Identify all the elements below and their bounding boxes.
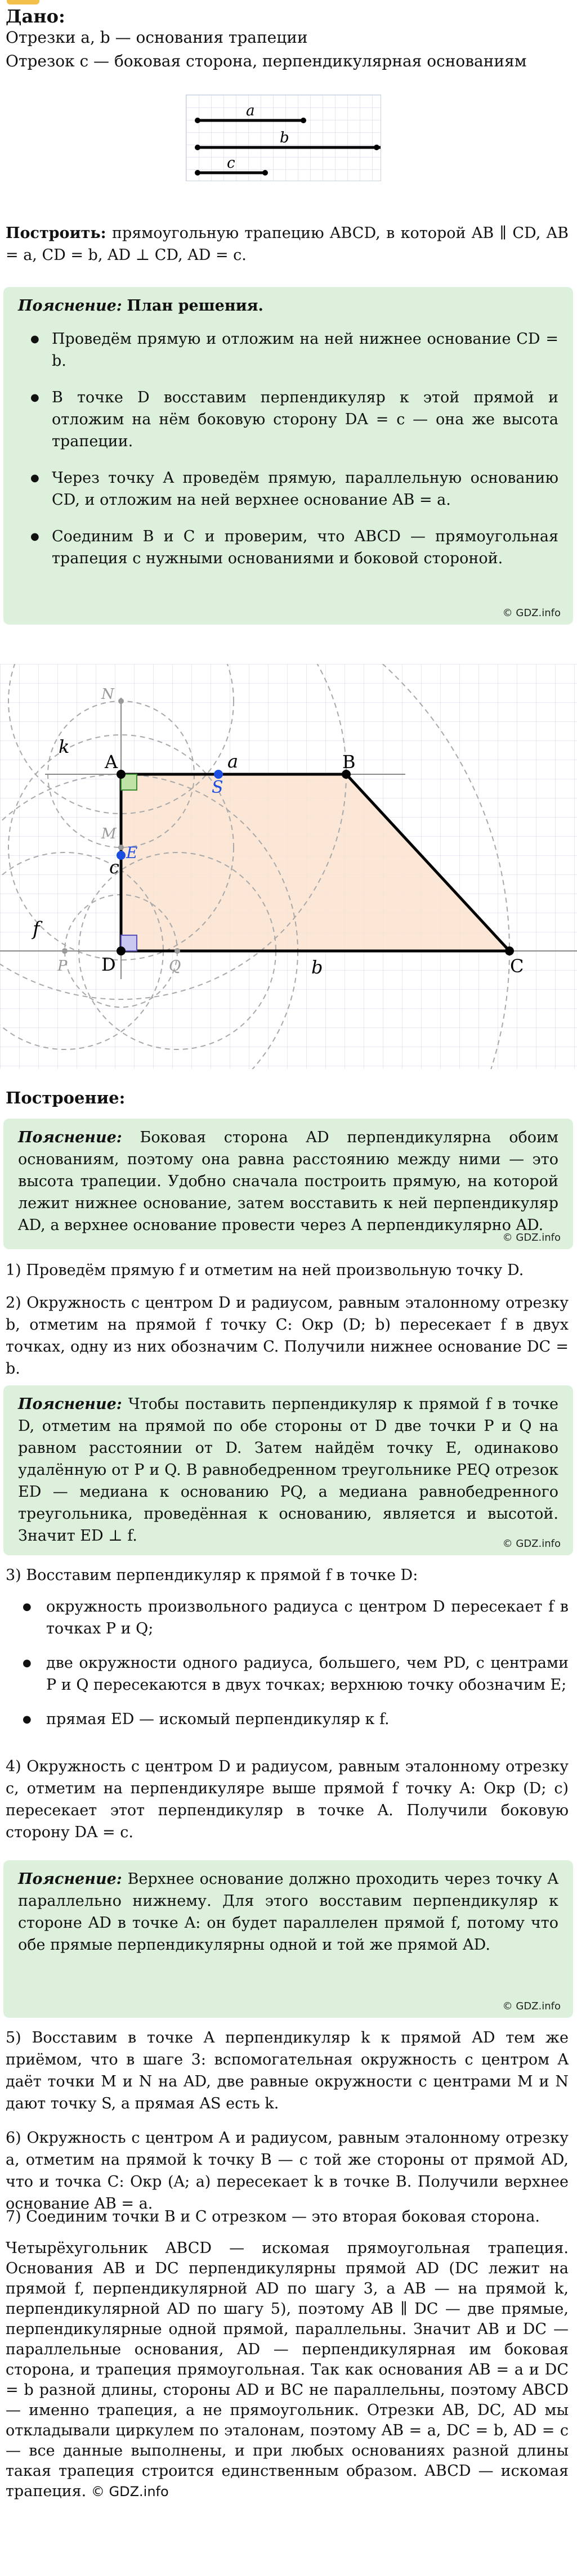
label-q: Q xyxy=(169,958,181,975)
point-q xyxy=(175,948,180,954)
conclusion xyxy=(6,2238,569,2502)
plan-item: ● Через точку A проведём прямую, параллельную основанию CD, и отложим на ней верхнее основание AB = a. xyxy=(18,467,558,511)
plan-credit: © GDZ.info xyxy=(502,607,561,619)
step-3-item: ● окружность произвольного радиуса с центром D пересекает f в точках P и Q; xyxy=(6,1596,569,1640)
label-f: f xyxy=(33,918,40,940)
label-c: C xyxy=(510,955,524,977)
step-6: 6) Окружность с центром A и радиусом, равным эталонному отрезку a, отметим на прямой k точку B — с той же стороны от прямой AD, что и точка C: Окр (A; a) пересекает k в точке B. Получили верхнее основание AB = a. xyxy=(6,2129,569,2213)
plan-title-label: Пояснение: xyxy=(18,297,122,315)
plan-note xyxy=(3,287,573,625)
plan-title xyxy=(3,287,573,317)
label-s: S xyxy=(212,778,223,797)
note2-text: Чтобы поставить перпендикуляр к прямой f в точке D, отметим на прямой по обе стороны от D две точки P и Q на равном расстоянии от D. Затем найдём точку E, одинаково удалённую от P и Q. В равнобедренном треугольнике PEQ отрезок ED — медиана к основанию PQ, а медиана равнобедренного треугольника, проведённая к основанию, является и высотой. Значит ED ⊥ f. xyxy=(18,1395,558,1545)
point-a xyxy=(117,770,126,779)
point-c xyxy=(505,946,514,955)
construction-figure xyxy=(0,664,577,1069)
note1-text: Боковая сторона AD перпендикулярна обоим основаниям, поэтому она равна расстоянию между ними — это высота трапеции. Удобно сначала построить прямую, на которой лежит нижнее основание, затем восставить к ней перпендикуляр AD, а верхнее основание провести через A перпендикулярно AD. xyxy=(18,1129,558,1234)
plan-item: ● Проведём прямую и отложим на ней нижнее основание CD = b. xyxy=(18,328,558,372)
point-d xyxy=(117,946,126,955)
plan-item: ● Соединим B и C и проверим, что ABCD — прямоугольная трапеция с нужными основаниями и боковой стороной. xyxy=(18,526,558,569)
label-n: N xyxy=(101,686,114,703)
note3-credit: © GDZ.info xyxy=(502,2000,561,2012)
construction-note-3 xyxy=(3,1860,573,2018)
given-line-1: Отрезки a, b — основания трапеции xyxy=(6,28,308,47)
segment-b-label: b xyxy=(280,129,289,146)
construction-note-2 xyxy=(3,1385,573,1555)
point-n xyxy=(118,698,124,704)
note1-credit: © GDZ.info xyxy=(502,1232,561,1244)
label-b: B xyxy=(342,751,356,773)
label-seg-c: c xyxy=(109,856,119,878)
conclusion-text: Четырёхугольник ABCD — искомая прямоугольная трапеция. Основания AB и DC перпендикулярны прямой AD (DC лежит на прямой f, перпендикулярной AD по шагу 3, а AB — на прямой k, перпендикулярной AD по шагу 5), поэтому AB ∥ DC — две прямые, перпендикулярные одной прямой, параллельны. Значит AB и DC — параллельные основания, AD — перпендикулярная им боковая сторона, и трапеция прямоугольная. Так как основания AB = a и DC = b разной длины, стороны AD и BC не параллельны, поэтому ABCD — именно трапеция, а не прямоугольник. Отрезки AB, DC, AD мы откладывали циркулем по эталонам, поэтому AB = a, DC = b, AD = c — все данные выполнены, и при любых основаниях разной длины такая трапеция строится единственным образом. ABCD — искомая трапеция. xyxy=(6,2240,569,2500)
label-k: k xyxy=(59,736,70,757)
label-p: P xyxy=(57,958,68,975)
point-p xyxy=(62,948,68,954)
label-seg-a: a xyxy=(227,751,239,772)
task-statement xyxy=(6,222,569,266)
label-a: A xyxy=(105,751,118,773)
given-title: Дано: xyxy=(6,6,65,27)
task-label: Построить: xyxy=(6,225,106,242)
step-7: 7) Соединим точки B и C отрезком — это вторая боковая сторона. xyxy=(6,2208,540,2225)
label-seg-b: b xyxy=(311,957,323,978)
note2-label: Пояснение: xyxy=(18,1395,122,1413)
section-tag xyxy=(7,0,39,5)
conclusion-credit: © GDZ.info xyxy=(91,2484,169,2499)
step-3-item: ● прямая ED — искомый перпендикуляр к f. xyxy=(6,1708,569,1730)
note3-label: Пояснение: xyxy=(18,1870,122,1888)
point-m xyxy=(118,845,124,850)
construction-title: Построение: xyxy=(6,1088,126,1107)
given-line-2: Отрезок c — боковая сторона, перпендикулярная основаниям xyxy=(6,52,527,70)
step-5: 5) Восставим в точке A перпендикуляр k к прямой AD тем же приёмом, что в шаге 3: вспомогательная окружность с центром A даёт точки M и N на AD, две равные окружности с центрами M и N дают точку S, а прямая AS есть k. xyxy=(6,2029,569,2112)
note2-credit: © GDZ.info xyxy=(502,1538,561,1550)
step-4: 4) Окружность с центром D и радиусом, равным эталонному отрезку c, отметим на перпендикуляре выше прямой f точку A: Окр (D; c) пересекает этот перпендикуляр в точке A. Получили боковую сторону DA = c. xyxy=(6,1758,569,1841)
plan-list xyxy=(18,328,558,569)
note3-text: Верхнее основание должно проходить через точку A параллельно нижнему. Для этого восставим перпендикуляр к стороне AD в точке A: он будет параллелен прямой f, потому что обе прямые перпендикулярны одной и той же прямой AD. xyxy=(18,1870,558,1954)
label-d: D xyxy=(101,954,116,975)
plan-item: ● В точке D восставим перпендикуляр к этой прямой и отложим на нём боковую сторону DA = c — она же высота трапеции. xyxy=(18,387,558,452)
plan-title-text: План решения. xyxy=(127,297,263,315)
label-e: E xyxy=(126,843,138,862)
construction-note-1 xyxy=(3,1119,573,1249)
step-2: 2) Окружность с центром D и радиусом, равным эталонному отрезку b, отметим на прямой f точку C: Окр (D; b) пересекает f в двух точках, одну из них обозначим C. Получили нижнее основание DC = b. xyxy=(6,1294,569,1377)
task-text: прямоугольную трапецию ABCD, в которой AB ∥ CD, AB = a, CD = b, AD ⊥ CD, AD = c. xyxy=(6,225,569,264)
segment-c-label: c xyxy=(227,155,235,172)
step-3-list xyxy=(6,1596,569,1743)
segment-a-label: a xyxy=(246,102,255,119)
given-segments-figure xyxy=(186,95,381,181)
label-m: M xyxy=(101,825,117,842)
step-3: 3) Восставим перпендикуляр к прямой f в точке D: xyxy=(6,1567,418,1584)
note1-label: Пояснение: xyxy=(18,1129,122,1146)
step-1: 1) Проведём прямую f и отметим на ней произвольную точку D. xyxy=(6,1262,524,1279)
step-3-item: ● две окружности одного радиуса, большего, чем PD, с центрами P и Q пересекаются в двух точках; верхнюю точку обозначим E; xyxy=(6,1652,569,1696)
